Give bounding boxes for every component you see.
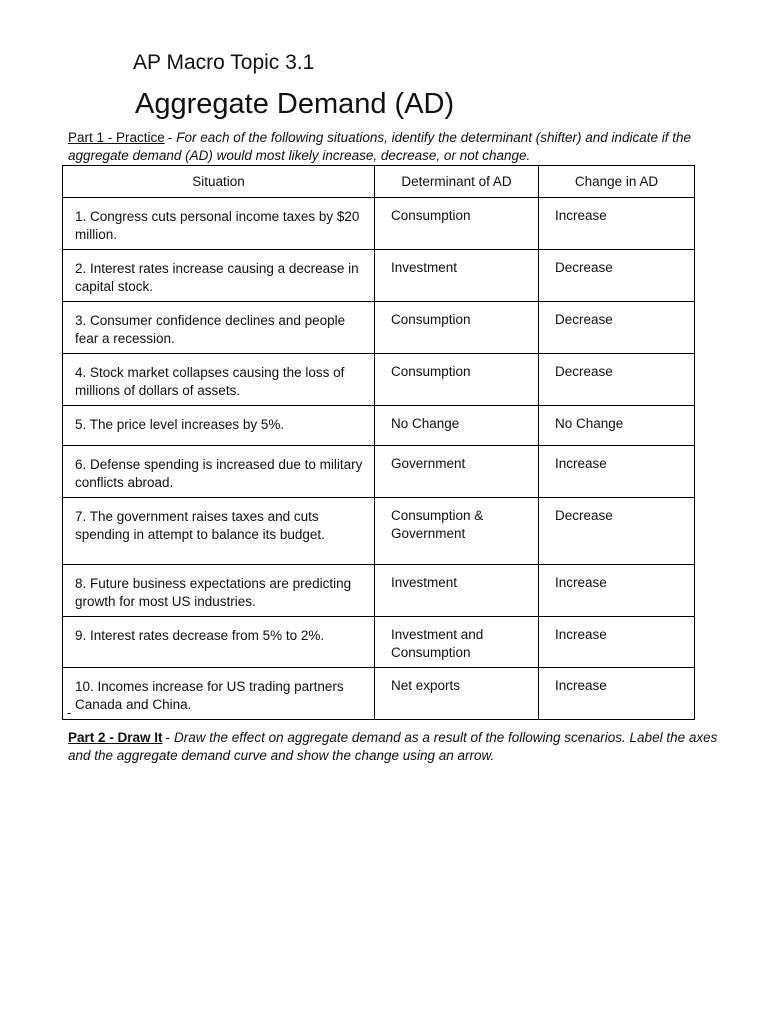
column-header-determinant: Determinant of AD — [375, 166, 539, 198]
determinant-cell: Consumption — [375, 354, 539, 406]
situation-cell: 8. Future business expectations are predicting growth for most US industries. — [63, 565, 375, 617]
part2-instructions: Draw the effect on aggregate demand as a result of the following scenarios. Label the axes and the aggregate demand curve and show the change using an arrow. — [68, 730, 718, 763]
determinant-cell: Consumption — [375, 198, 539, 250]
situation-cell: 3. Consumer confidence declines and people fear a recession. — [63, 302, 375, 354]
table-row — [63, 302, 695, 354]
change-cell: No Change — [539, 406, 695, 446]
part2-label: Part 2 - Draw It — [68, 730, 163, 745]
table-row — [63, 498, 695, 565]
part2-instructions-block — [68, 729, 728, 764]
part1-separator: - — [167, 130, 173, 145]
table-row — [63, 198, 695, 250]
table-row — [63, 354, 695, 406]
part1-instructions: For each of the following situations, identify the determinant (shifter) and indicate if the aggregate demand (AD) would most likely increase, decrease, or not change. — [68, 130, 692, 163]
change-cell: Decrease — [539, 498, 695, 565]
after-table-mark: - — [67, 705, 72, 720]
part1-instructions-block — [68, 129, 718, 164]
table-row — [63, 668, 695, 720]
table-header-row — [63, 166, 695, 198]
change-cell: Increase — [539, 565, 695, 617]
change-cell: Increase — [539, 668, 695, 720]
situation-cell: 1. Congress cuts personal income taxes by $20 million. — [63, 198, 375, 250]
determinants-table — [62, 165, 695, 720]
situation-cell: 9. Interest rates decrease from 5% to 2%. — [63, 617, 375, 668]
determinant-cell: Consumption & Government — [375, 498, 539, 565]
situation-cell: 6. Defense spending is increased due to military conflicts abroad. — [63, 446, 375, 498]
situation-cell: 2. Interest rates increase causing a decrease in capital stock. — [63, 250, 375, 302]
determinant-cell: Investment and Consumption — [375, 617, 539, 668]
determinant-cell: No Change — [375, 406, 539, 446]
change-cell: Decrease — [539, 354, 695, 406]
table-row — [63, 565, 695, 617]
table-row — [63, 406, 695, 446]
change-cell: Increase — [539, 446, 695, 498]
situation-cell: 10. Incomes increase for US trading partners Canada and China. — [63, 668, 375, 720]
change-cell: Decrease — [539, 250, 695, 302]
table-row — [63, 446, 695, 498]
column-header-change: Change in AD — [539, 166, 695, 198]
table-row — [63, 250, 695, 302]
change-cell: Increase — [539, 198, 695, 250]
part1-label: Part 1 - Practice — [68, 130, 165, 145]
change-cell: Increase — [539, 617, 695, 668]
situation-cell: 5. The price level increases by 5%. — [63, 406, 375, 446]
table-row — [63, 617, 695, 668]
determinant-cell: Government — [375, 446, 539, 498]
determinant-cell: Net exports — [375, 668, 539, 720]
situation-cell: 7. The government raises taxes and cuts spending in attempt to balance its budget. — [63, 498, 375, 565]
column-header-situation: Situation — [63, 166, 375, 198]
page-title: Aggregate Demand (AD) — [135, 88, 455, 120]
part2-separator: - — [165, 730, 171, 745]
change-cell: Decrease — [539, 302, 695, 354]
situation-cell: 4. Stock market collapses causing the loss of millions of dollars of assets. — [63, 354, 375, 406]
page-subtitle: AP Macro Topic 3.1 — [133, 51, 315, 74]
determinant-cell: Investment — [375, 250, 539, 302]
determinant-cell: Investment — [375, 565, 539, 617]
determinant-cell: Consumption — [375, 302, 539, 354]
